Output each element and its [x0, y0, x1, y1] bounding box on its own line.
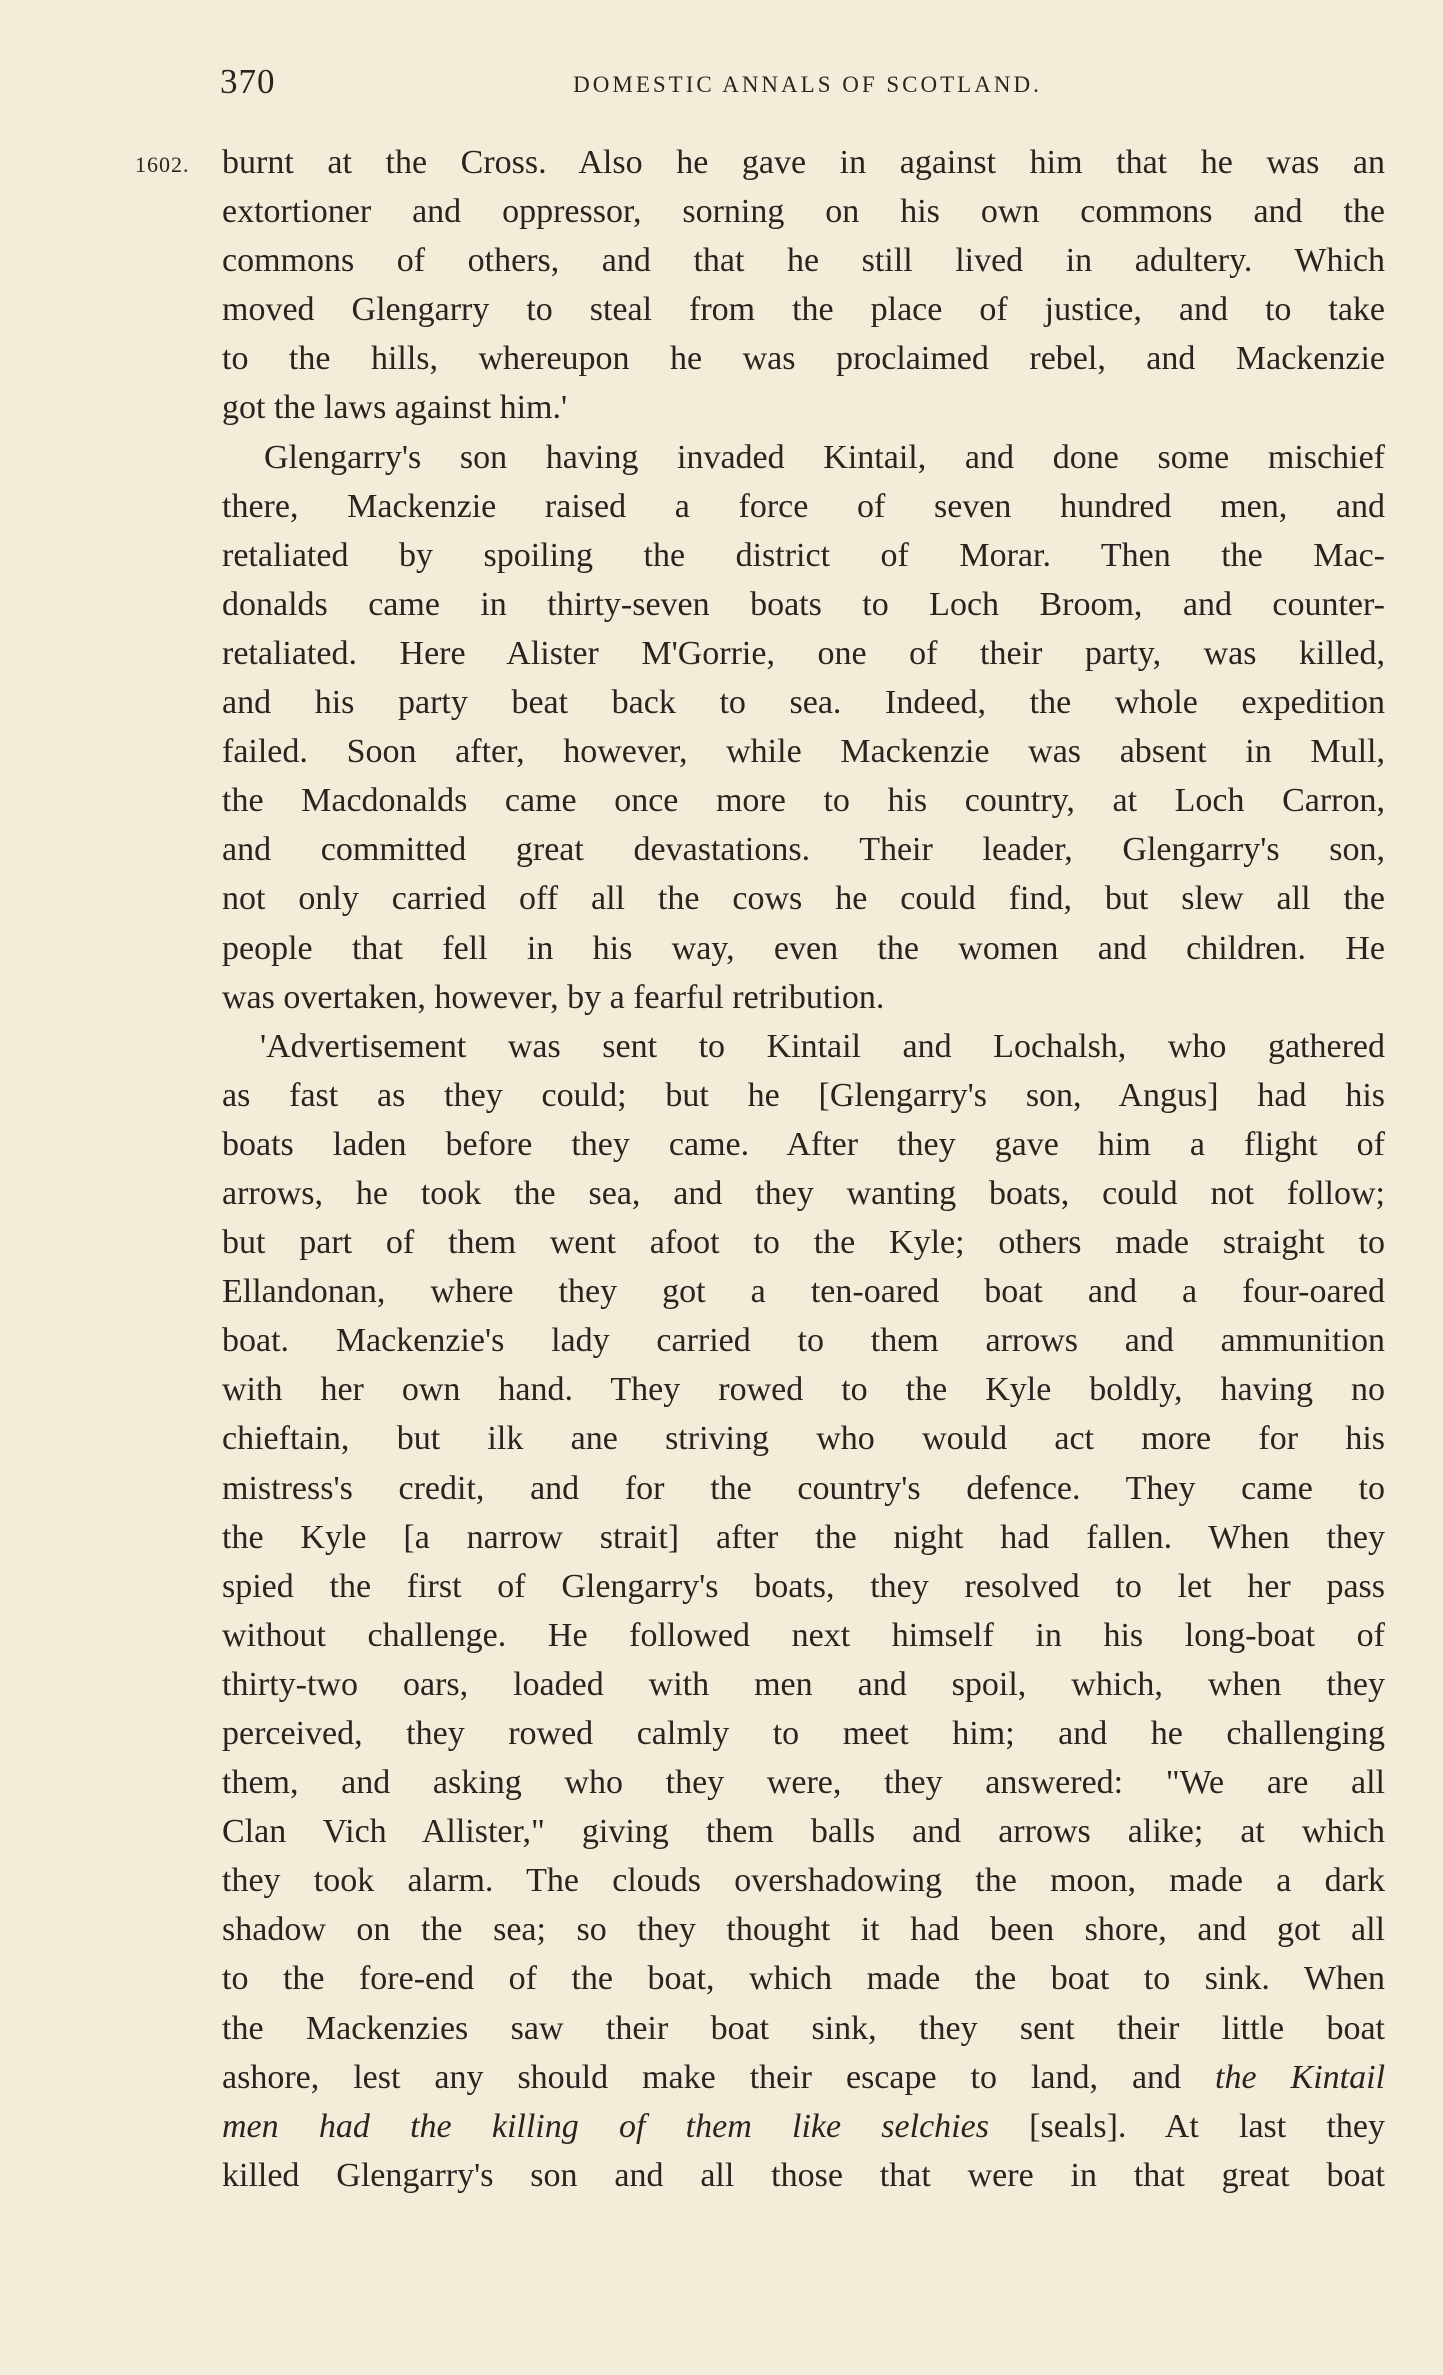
- text-line: retaliated by spoiling the district of Morar. Then the Mac-: [222, 536, 1385, 574]
- text-segment: At last they: [1164, 2107, 1385, 2145]
- text-line: commons of others, and that he still lived in adultery. Which: [222, 242, 1385, 280]
- text-line: chieftain, but ilk ane striving who would act more for his: [222, 1420, 1385, 1458]
- text-line: failed. Soon after, however, while Mackenzie was absent in Mull,: [222, 733, 1385, 771]
- text-line: extortioner and oppressor, sorning on his own commons and the: [222, 193, 1385, 231]
- text-line: mistress's credit, and for the country's defence. They came to: [222, 1469, 1385, 1507]
- text-line: Clan Vich Allister," giving them balls and arrows alike; at which: [222, 1813, 1385, 1851]
- text-line: the Macdonalds came once more to his country, at Loch Carron,: [222, 782, 1385, 820]
- body-text: [222, 138, 1385, 2200]
- text-line: was overtaken, however, by a fearful retribution.: [222, 978, 885, 1016]
- text-line: to the fore-end of the boat, which made the boat to sink. When: [222, 1960, 1385, 1998]
- text-line: and committed great devastations. Their leader, Glengarry's son,: [222, 831, 1385, 869]
- text-line: the Kyle [a narrow strait] after the night had fallen. When they: [222, 1518, 1385, 1556]
- text-line-mixed: [222, 2102, 1385, 2151]
- text-line-mixed: [222, 2053, 1385, 2102]
- text-line: donalds came in thirty-seven boats to Loch Broom, and counter-: [222, 585, 1385, 623]
- text-line: burnt at the Cross. Also he gave in against him that he was an: [222, 144, 1385, 181]
- text-line: and his party beat back to sea. Indeed, the whole expedition: [222, 684, 1385, 722]
- text-line: moved Glengarry to steal from the place of justice, and to take: [222, 291, 1385, 329]
- margin-year: 1602.: [135, 152, 190, 177]
- text-line: with her own hand. They rowed to the Kyle boldly, having no: [222, 1371, 1385, 1409]
- text-line: people that fell in his way, even the women and children. He: [222, 929, 1385, 967]
- text-line: perceived, they rowed calmly to meet him; and he challenging: [222, 1715, 1385, 1752]
- text-line: arrows, he took the sea, and they wanting boats, could not follow;: [222, 1174, 1385, 1212]
- italic-segment: the Kintail: [1215, 2058, 1385, 2096]
- text-line: the Mackenzies saw their boat sink, they sent their little boat: [222, 2009, 1385, 2047]
- text-line: Ellandonan, where they got a ten-oared boat and a four-oared: [222, 1273, 1385, 1311]
- text-line: killed Glengarry's son and all those that were in that great boat: [222, 2156, 1385, 2194]
- text-line: not only carried off all the cows he could find, but slew all the: [222, 880, 1385, 918]
- text-line: but part of them went afoot to the Kyle; others made straight to: [222, 1224, 1385, 1262]
- text-line: to the hills, whereupon he was proclaimed rebel, and Mackenzie: [222, 340, 1385, 378]
- text-line: got the laws against him.': [222, 389, 568, 427]
- text-line: boats laden before they came. After they gave him a flight of: [222, 1125, 1385, 1163]
- text-line: boat. Mackenzie's lady carried to them arrows and ammunition: [222, 1322, 1385, 1360]
- page-header: [220, 62, 1395, 112]
- text-segment: ashore, lest any should make their escape to land, and: [222, 2058, 1182, 2096]
- text-line: without challenge. He followed next himself in his long-boat of: [222, 1616, 1385, 1654]
- text-line: as fast as they could; but he [Glengarry's son, Angus] had his: [222, 1076, 1385, 1114]
- running-title: DOMESTIC ANNALS OF SCOTLAND.: [573, 72, 1042, 97]
- page-number: 370: [220, 62, 276, 101]
- paragraph-start-line: Glengarry's son having invaded Kintail, and done some mischief: [264, 438, 1385, 476]
- text-line: thirty-two oars, loaded with men and spoil, which, when they: [222, 1665, 1385, 1703]
- paragraph-start-line: 'Advertisement was sent to Kintail and Lochalsh, who gathered: [260, 1027, 1385, 1065]
- text-line: there, Mackenzie raised a force of seven hundred men, and: [222, 487, 1385, 525]
- text-line: them, and asking who they were, they answered: "We are all: [222, 1764, 1385, 1802]
- text-line: they took alarm. The clouds overshadowing the moon, made a dark: [222, 1862, 1385, 1900]
- italic-segment: men had the killing of them like selchies: [222, 2107, 989, 2145]
- text-line: spied the first of Glengarry's boats, they resolved to let her pass: [222, 1567, 1385, 1605]
- text-segment: [seals].: [1029, 2107, 1127, 2145]
- text-line: shadow on the sea; so they thought it had been shore, and got all: [222, 1911, 1385, 1949]
- text-line: retaliated. Here Alister M'Gorrie, one of their party, was killed,: [222, 634, 1385, 672]
